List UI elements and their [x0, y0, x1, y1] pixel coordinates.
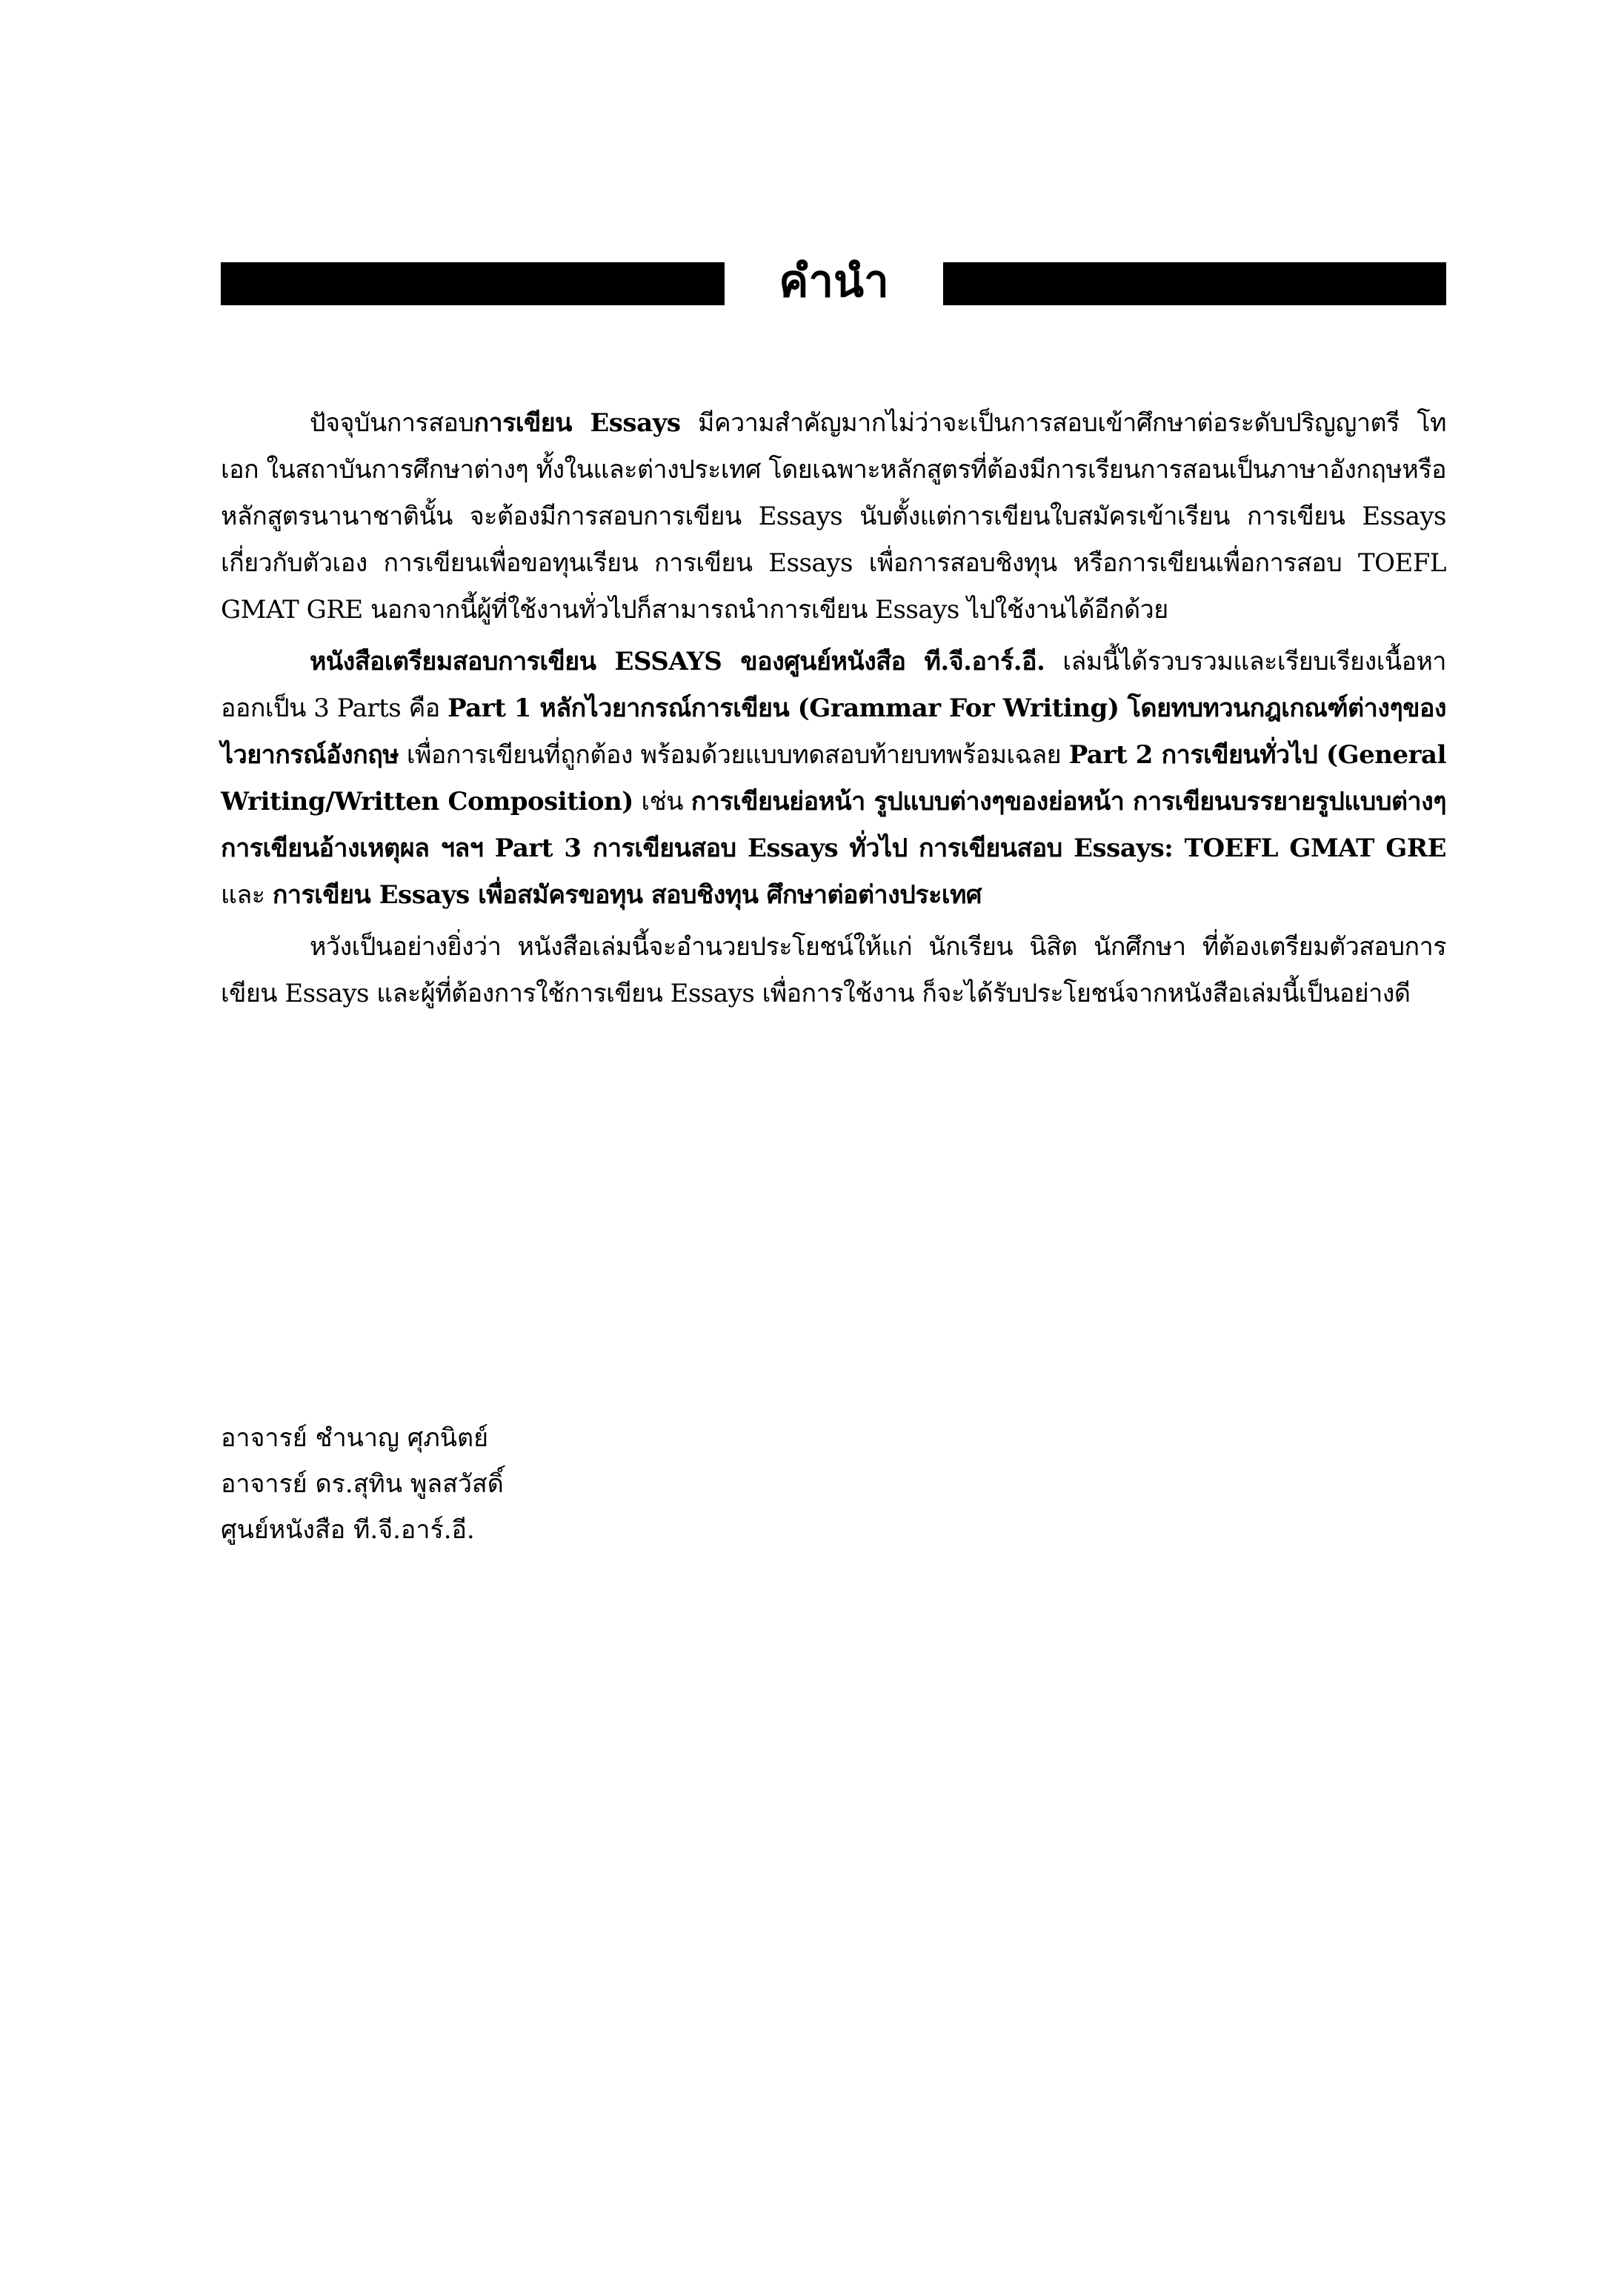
paragraph-2	[221, 639, 1446, 919]
text-run: เพื่อการเขียนที่ถูกต้อง พร้อมด้วยแบบทดสอบท้ายบทพร้อมเฉลย	[399, 740, 1069, 770]
bold-text-run: Part 2 การเขียนทั่วไป (General Writing/Written Composition)	[221, 740, 1446, 816]
signature-author-1: อาจารย์ ชำนาญ ศุภนิตย์	[221, 1423, 489, 1453]
text-run: และ	[221, 880, 273, 910]
bold-text-run: Part 1 หลักไวยากรณ์การเขียน (Grammar For Writing) โดยทบทวนกฎเกณฑ์ต่างๆของไวยากรณ์อังกฤษ	[221, 693, 1446, 770]
bold-text-run: หนังสือเตรียมสอบการเขียน ESSAYS ของศูนย์หนังสือ ที.จี.อาร์.อี.	[310, 647, 1045, 676]
text-run: หวังเป็นอย่างยิ่งว่า หนังสือเล่มนี้จะอำนวยประโยชน์ให้แก่ นักเรียน นิสิต นักศึกษา ที่ต้องเตรียมตัวสอบการเขียน Essays และผู้ที่ต้องการใช้การเขียน Essays เพื่อการใช้งาน ก็จะได้รับประโยชน์จากหนังสือเล่มนี้เป็นอย่างดี	[221, 932, 1446, 1008]
text-run: เช่น	[633, 787, 691, 816]
paragraph-3	[221, 924, 1446, 1017]
title-bar-left	[221, 262, 725, 305]
signature-block	[221, 1415, 504, 1553]
bold-text-run: การเขียนย่อหน้า รูปแบบต่างๆของย่อหน้า การเขียนบรรยายรูปแบบต่างๆ การเขียนอ้างเหตุผล ฯลฯ Part 3 การเขียนสอบ Essays ทั่วไป การเขียนสอบ Essays: TOEFL GMAT GRE	[221, 787, 1446, 863]
text-run: ปัจจุบันการสอบ	[310, 408, 474, 438]
text-run: เล่มนี้ได้รวบรวมและเรียบเรียงเนื้อหาออกเป็น 3 Parts คือ	[221, 647, 1446, 723]
signature-publisher: ศูนย์หนังสือ ที.จี.อาร์.อี.	[221, 1515, 475, 1545]
title-bar-right	[943, 262, 1446, 305]
page-title: คำนำ	[779, 256, 889, 307]
signature-author-2: อาจารย์ ดร.สุทิน พูลสวัสดิ์	[221, 1469, 504, 1499]
preface-body	[221, 400, 1446, 1022]
bold-text-run: การเขียน Essays	[473, 408, 681, 438]
text-run: มีความสำคัญมากไม่ว่าจะเป็นการสอบเข้าศึกษาต่อระดับปริญญาตรี โท เอก ในสถาบันการศึกษาต่างๆ ทั้งในและต่างประเทศ โดยเฉพาะหลักสูตรที่ต้องมีการเรียนการสอนเป็นภาษาอังกฤษหรือหลักสูตรนานาชาตินั้น จะต้องมีการสอบการเขียน Essays นับตั้งแต่การเขียนใบสมัครเข้าเรียน การเขียน Essays เกี่ยวกับตัวเอง การเขียนเพื่อขอทุนเรียน การเขียน Essays เพื่อการสอบชิงทุน หรือการเขียนเพื่อการสอบ TOEFL GMAT GRE นอกจากนี้ผู้ที่ใช้งานทั่วไปก็สามารถนำการเขียน Essays ไปใช้งานได้อีกด้วย	[221, 408, 1446, 625]
paragraph-1	[221, 400, 1446, 633]
bold-text-run: การเขียน Essays เพื่อสมัครขอทุน สอบชิงทุน ศึกษาต่อต่างประเทศ	[272, 880, 982, 910]
